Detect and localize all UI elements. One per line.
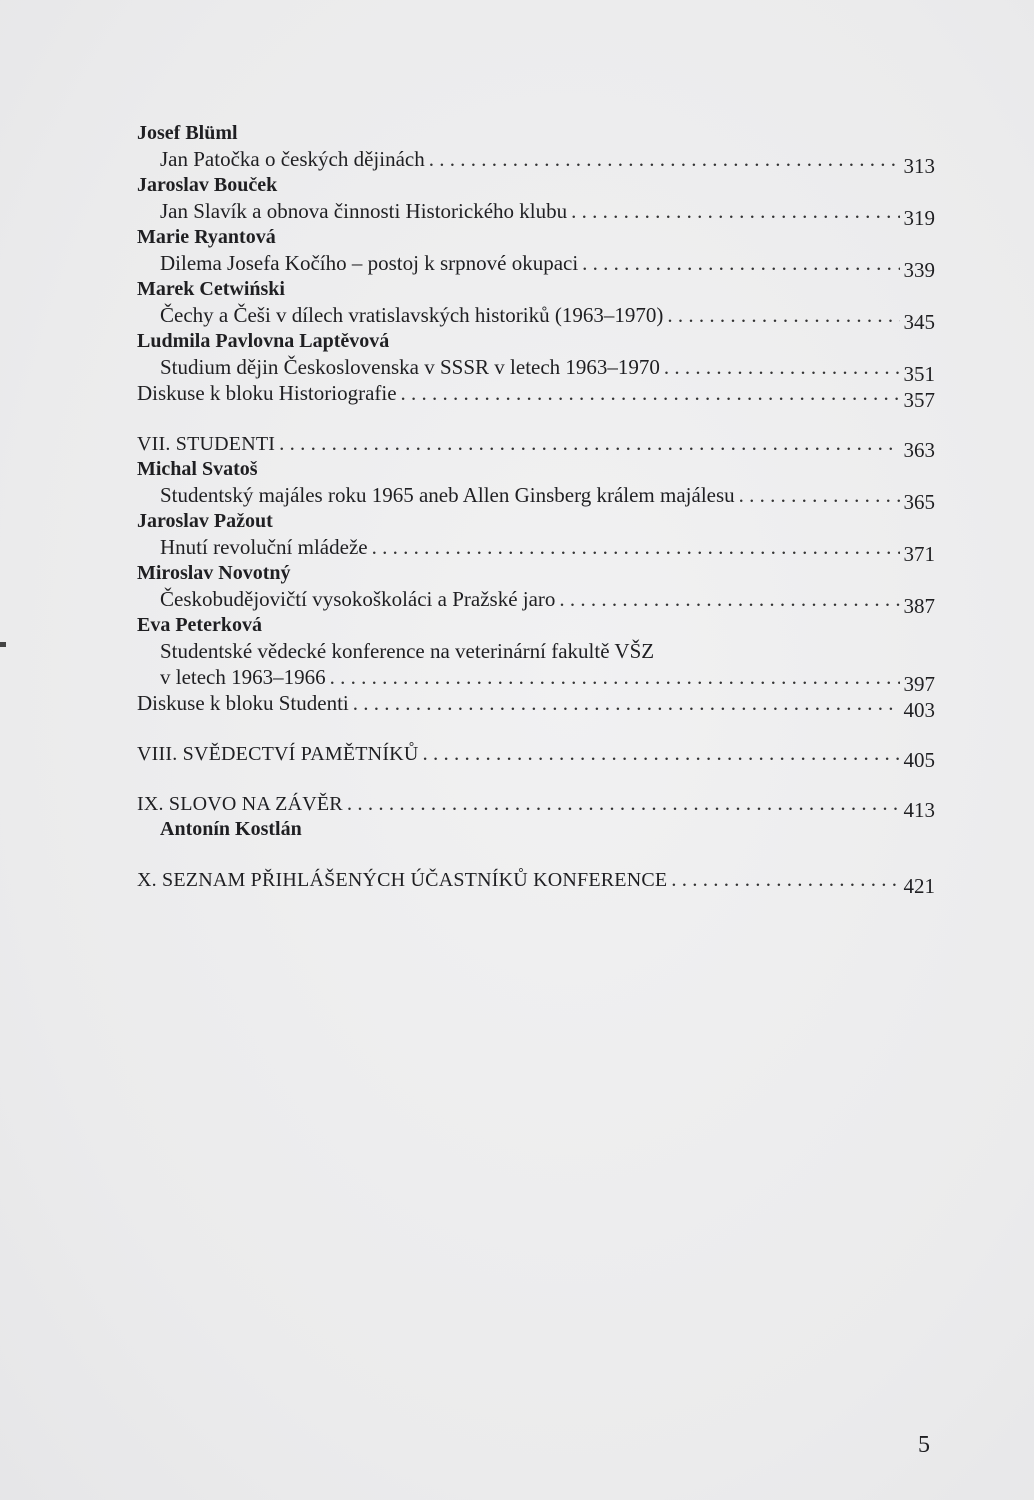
entry-page-number: 421 xyxy=(903,874,935,898)
toc-author xyxy=(137,612,935,638)
author-name: Ludmila Pavlovna Laptěvová xyxy=(137,330,390,352)
toc-entry xyxy=(137,146,935,178)
dot-leader xyxy=(671,866,899,892)
toc-author xyxy=(137,560,935,586)
author-name: Marek Cetwiński xyxy=(137,278,285,300)
toc-author xyxy=(137,276,935,302)
toc-entry xyxy=(137,664,935,696)
toc-entry xyxy=(137,354,935,386)
toc-discussion xyxy=(137,690,935,722)
toc-author xyxy=(137,816,935,842)
dot-leader xyxy=(582,250,899,276)
page-number: 5 xyxy=(918,1432,930,1458)
toc-author xyxy=(137,328,935,354)
dot-leader xyxy=(739,482,900,508)
entry-title: Studentské vědecké konference na veterinární fakultě VŠZ xyxy=(160,639,655,663)
author-name: Miroslav Novotný xyxy=(137,562,291,584)
toc-author xyxy=(137,172,935,198)
author-name: Marie Ryantová xyxy=(137,226,276,248)
entry-page-number: 413 xyxy=(903,798,935,822)
toc-entry xyxy=(137,534,935,566)
toc-entry xyxy=(137,586,935,618)
toc-entry xyxy=(137,198,935,230)
section-title: VII. STUDENTI xyxy=(137,433,276,455)
author-name: Josef Blüml xyxy=(137,122,238,144)
dot-leader xyxy=(667,302,899,328)
dot-leader xyxy=(664,354,900,380)
entry-title: Hnutí revoluční mládeže xyxy=(160,535,368,559)
toc-author xyxy=(137,224,935,250)
dot-leader xyxy=(372,534,900,560)
toc-entry-first-line xyxy=(137,638,935,664)
section-title: IX. SLOVO NA ZÁVĚR xyxy=(137,793,343,815)
entry-page-number: 403 xyxy=(903,698,935,722)
author-name: Eva Peterková xyxy=(137,614,262,636)
entry-page-number: 313 xyxy=(903,154,935,178)
entry-title: Dilema Josefa Kočího – postoj k srpnové okupaci xyxy=(160,251,579,275)
section-title: VIII. SVĚDECTVÍ PAMĚTNÍKŮ xyxy=(137,743,419,765)
toc-author xyxy=(137,508,935,534)
table-of-contents xyxy=(137,120,935,898)
entry-page-number: 405 xyxy=(903,748,935,772)
dot-leader xyxy=(347,790,900,816)
dot-leader xyxy=(330,664,900,690)
entry-title: Jan Patočka o českých dějinách xyxy=(160,147,425,171)
dot-leader xyxy=(571,198,899,224)
page-edge-mark xyxy=(0,642,6,647)
entry-title: Diskuse k bloku Studenti xyxy=(137,691,349,715)
entry-title: Čechy a Češi v dílech vratislavských historiků (1963–1970) xyxy=(160,303,664,327)
entry-page-number: 357 xyxy=(903,388,935,412)
entry-title: Studium dějin Československa v SSSR v letech 1963–1970 xyxy=(160,355,660,379)
toc-entry xyxy=(137,482,935,514)
author-name: Jaroslav Pažout xyxy=(137,510,273,532)
entry-title: Českobudějovičtí vysokoškoláci a Pražské jaro xyxy=(160,587,556,611)
entry-title: Diskuse k bloku Historiografie xyxy=(137,381,397,405)
toc-section xyxy=(137,740,935,772)
dot-leader xyxy=(559,586,899,612)
entry-page-number: 365 xyxy=(903,490,935,514)
toc-discussion xyxy=(137,380,935,412)
entry-page-number: 371 xyxy=(903,542,935,566)
toc-section xyxy=(137,866,935,898)
entry-page-number: 363 xyxy=(903,438,935,462)
section-title: X. SEZNAM PŘIHLÁŠENÝCH ÚČASTNÍKŮ KONFERENCE xyxy=(137,869,668,891)
toc-author xyxy=(137,120,935,146)
toc-entry xyxy=(137,250,935,282)
entry-title: Studentský majáles roku 1965 aneb Allen Ginsberg králem majálesu xyxy=(160,483,735,507)
author-name: Michal Svatoš xyxy=(137,458,258,480)
entry-title: Jan Slavík a obnova činnosti Historického klubu xyxy=(160,199,568,223)
entry-page-number: 397 xyxy=(903,672,935,696)
toc-section xyxy=(137,790,935,822)
dot-leader xyxy=(429,146,900,172)
author-name: Jaroslav Bouček xyxy=(137,174,278,196)
entry-title: v letech 1963–1966 xyxy=(160,665,326,689)
entry-page-number: 387 xyxy=(903,594,935,618)
dot-leader xyxy=(279,430,899,456)
entry-page-number: 351 xyxy=(903,362,935,386)
dot-leader xyxy=(353,690,900,716)
author-name: Antonín Kostlán xyxy=(160,818,302,840)
toc-author xyxy=(137,456,935,482)
dot-leader xyxy=(401,380,900,406)
entry-page-number: 319 xyxy=(903,206,935,230)
toc-entry xyxy=(137,302,935,334)
toc-section xyxy=(137,430,935,462)
dot-leader xyxy=(422,740,899,766)
entry-page-number: 339 xyxy=(903,258,935,282)
entry-page-number: 345 xyxy=(903,310,935,334)
